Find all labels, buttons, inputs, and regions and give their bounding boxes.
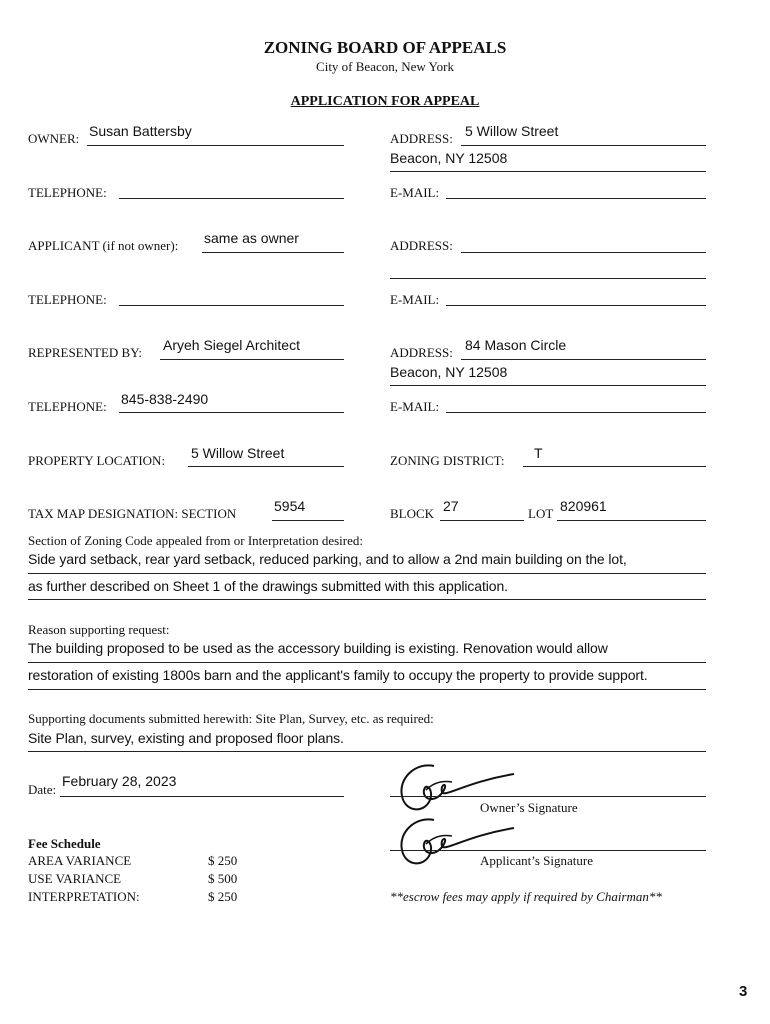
rep-email-label: E-MAIL: — [390, 399, 440, 414]
applicant-address-field[interactable] — [461, 252, 706, 253]
zoning-district-value[interactable]: T — [534, 445, 543, 461]
owner-signature-line[interactable] — [390, 796, 706, 797]
applicant-signature-label: Applicant’s Signature — [480, 853, 594, 868]
documents-rule — [28, 751, 706, 752]
documents-label: Supporting documents submitted herewith: Site Plan, Survey, etc. as required: — [28, 711, 434, 726]
rep-address-label: ADDRESS: — [390, 345, 453, 360]
property-location-value[interactable]: 5 Willow Street — [191, 445, 285, 461]
owner-address-line2[interactable]: Beacon, NY 12508 — [390, 150, 508, 166]
form-title: ZONING BOARD OF APPEALS — [263, 38, 507, 57]
zoning-code-line2[interactable]: as further described on Sheet 1 of the drawings submitted with this application. — [28, 578, 508, 594]
applicant-signature-line[interactable] — [390, 850, 706, 851]
tax-map-label: TAX MAP DESIGNATION: SECTION — [28, 506, 237, 521]
owner-telephone-field[interactable] — [119, 198, 344, 199]
section-value[interactable]: 5954 — [274, 498, 306, 514]
owner-signature-label: Owner’s Signature — [480, 800, 578, 815]
lot-line — [557, 520, 706, 521]
page-number: 3 — [739, 983, 748, 1000]
date-value[interactable]: February 28, 2023 — [62, 773, 177, 789]
owner-email-label: E-MAIL: — [390, 185, 440, 200]
rep-address-line — [461, 359, 706, 360]
applicant-telephone-field[interactable] — [119, 305, 344, 306]
rep-telephone-line — [119, 412, 344, 413]
documents-value[interactable]: Site Plan, survey, existing and proposed floor plans. — [28, 730, 344, 746]
lot-label: LOT — [528, 506, 554, 521]
reason-rule-1 — [28, 662, 706, 663]
fee-schedule-title: Fee Schedule — [28, 836, 101, 851]
owner-address-line — [461, 145, 706, 146]
application-heading-text: APPLICATION FOR APPEAL — [290, 94, 480, 109]
section-line — [272, 520, 344, 521]
date-label: Date: — [28, 782, 57, 797]
applicant-label: APPLICANT (if not owner): — [28, 238, 179, 253]
owner-address-line1[interactable]: 5 Willow Street — [465, 123, 559, 139]
property-location-label: PROPERTY LOCATION: — [28, 453, 166, 468]
rep-telephone-label: TELEPHONE: — [28, 399, 107, 414]
owner-telephone-label: TELEPHONE: — [28, 185, 107, 200]
reason-rule-2 — [28, 689, 706, 690]
applicant-value[interactable]: same as owner — [204, 230, 299, 246]
owner-field-line — [87, 145, 344, 146]
lot-value[interactable]: 820961 — [560, 498, 607, 514]
zoning-code-rule-1 — [28, 573, 706, 574]
owner-address-line-2 — [390, 171, 706, 172]
block-value[interactable]: 27 — [443, 498, 459, 514]
fee-item-amount: $ 250 — [208, 889, 238, 904]
fee-item-amount: $ 250 — [208, 853, 238, 868]
owner-label: OWNER: — [28, 131, 80, 146]
block-label: BLOCK — [390, 506, 435, 521]
applicant-email-label: E-MAIL: — [390, 292, 440, 307]
zoning-code-rule-2 — [28, 599, 706, 600]
applicant-email-field[interactable] — [446, 305, 706, 306]
applicant-field-line — [202, 252, 344, 253]
reason-label: Reason supporting request: — [28, 622, 170, 637]
represented-by-value[interactable]: Aryeh Siegel Architect — [163, 337, 300, 353]
zoning-district-label: ZONING DISTRICT: — [390, 453, 505, 468]
rep-address-line1[interactable]: 84 Mason Circle — [465, 337, 567, 353]
fee-item-name: INTERPRETATION: — [28, 889, 140, 904]
application-heading — [0, 94, 770, 110]
fee-item-amount: $ 500 — [208, 871, 238, 886]
rep-address-line-2 — [390, 385, 706, 386]
applicant-address-label: ADDRESS: — [390, 238, 453, 253]
rep-telephone-value[interactable]: 845-838-2490 — [121, 391, 209, 407]
reason-line2[interactable]: restoration of existing 1800s barn and the applicant's family to occupy the property to provide support. — [28, 667, 648, 683]
property-location-line — [188, 466, 344, 467]
form-subtitle: City of Beacon, New York — [316, 59, 454, 74]
owner-value[interactable]: Susan Battersby — [89, 123, 192, 139]
escrow-note: **escrow fees may apply if required by Chairman** — [390, 889, 662, 904]
rep-email-field[interactable] — [446, 412, 706, 413]
date-line — [60, 796, 344, 797]
represented-by-line — [160, 359, 344, 360]
reason-line1[interactable]: The building proposed to be used as the accessory building is existing. Renovation would allow — [28, 640, 608, 656]
represented-by-label: REPRESENTED BY: — [28, 345, 143, 360]
zoning-district-line — [523, 466, 706, 467]
applicant-address-field-2[interactable] — [390, 278, 706, 279]
owner-email-field[interactable] — [446, 198, 706, 199]
rep-address-line2[interactable]: Beacon, NY 12508 — [390, 364, 508, 380]
owner-address-label: ADDRESS: — [390, 131, 453, 146]
applicant-telephone-label: TELEPHONE: — [28, 292, 107, 307]
zoning-code-line1[interactable]: Side yard setback, rear yard setback, reduced parking, and to allow a 2nd main building on the lot, — [28, 551, 627, 567]
block-line — [440, 520, 524, 521]
fee-item-name: USE VARIANCE — [28, 871, 122, 886]
fee-item-name: AREA VARIANCE — [28, 853, 132, 868]
zoning-code-label: Section of Zoning Code appealed from or Interpretation desired: — [28, 533, 364, 548]
